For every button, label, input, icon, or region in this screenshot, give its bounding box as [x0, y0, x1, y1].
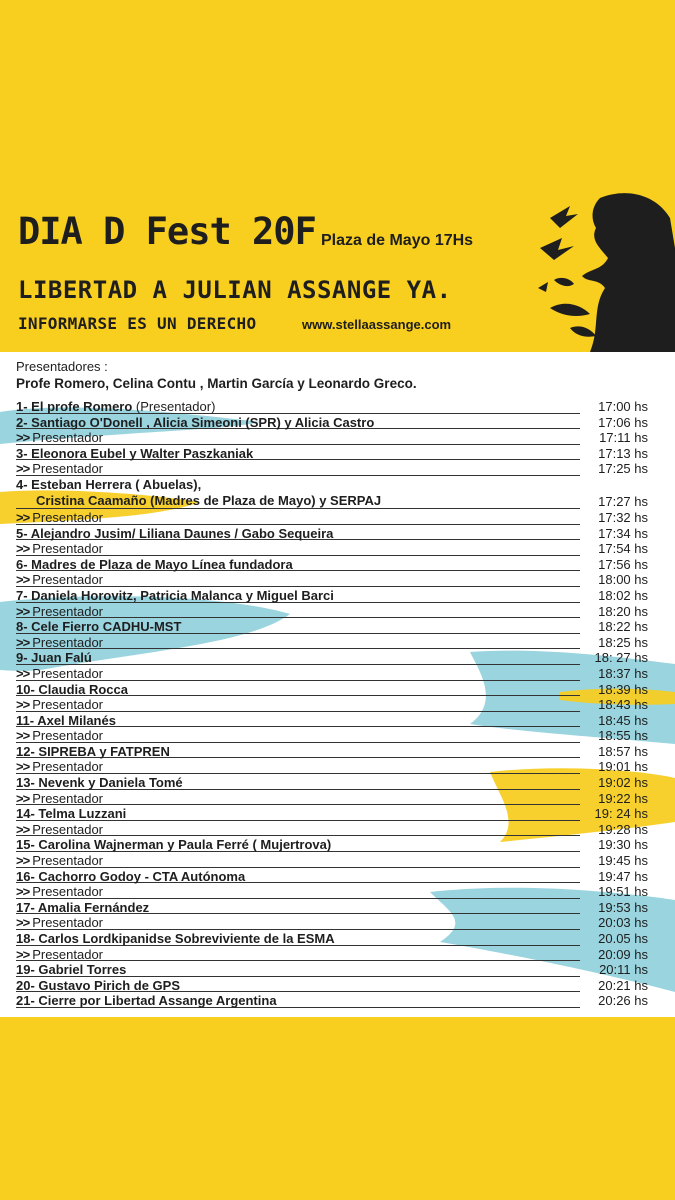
label-text: Presentador	[32, 821, 104, 837]
program-time: 17:25 hs	[598, 461, 648, 477]
arrows-icon: >>	[16, 572, 30, 588]
arrows-icon: >>	[16, 759, 30, 775]
arrows-icon: >>	[16, 728, 30, 744]
program-time: 17:54 hs	[598, 541, 648, 557]
label-text: 6- Madres de Plaza de Mayo Línea fundadora	[16, 556, 293, 572]
label-text: 10- Claudia Rocca	[16, 681, 128, 697]
dotted-leader	[16, 664, 580, 665]
program-row	[0, 446, 675, 462]
label-text: Presentador	[32, 572, 104, 588]
program-time: 18: 27 hs	[594, 650, 648, 666]
program-label	[16, 446, 259, 462]
program-label	[16, 869, 251, 885]
program-row	[0, 588, 675, 604]
program-label	[16, 557, 299, 573]
hosts-title: Presentadores :	[16, 359, 108, 374]
label-text: 2- Santiago O'Donell , Alicia Simeoni (SPR) y Alicia Castro	[16, 414, 375, 430]
program-row	[0, 557, 675, 573]
label-text: 14- Telma Luzzani	[16, 806, 127, 822]
label-text: 9- Juan Falú	[16, 650, 92, 666]
presenter-row	[0, 572, 675, 588]
program-row	[0, 806, 675, 822]
program-row	[0, 837, 675, 853]
program-label	[16, 915, 109, 931]
program-time: 20:09 hs	[598, 946, 648, 962]
program-label	[16, 806, 132, 822]
arrows-icon: >>	[16, 509, 30, 525]
program-label	[16, 666, 109, 682]
program-time: 18:00 hs	[598, 572, 648, 588]
label-line2: Cristina Caamaño (Madres de Plaza de Mayo) y SERPAJ	[36, 492, 382, 508]
program-time: 19:51 hs	[598, 884, 648, 900]
program-label	[16, 713, 122, 729]
label-text: Presentador	[32, 665, 104, 681]
slogan: LIBERTAD A JULIAN ASSANGE YA.	[18, 276, 452, 304]
program-label	[16, 510, 109, 526]
label-text: Presentador	[32, 853, 104, 869]
hosts-names: Profe Romero, Celina Contu , Martin García y Leonardo Greco.	[16, 376, 417, 391]
arrows-icon: >>	[16, 821, 30, 837]
program-time: 18:22 hs	[598, 619, 648, 635]
program-row	[0, 869, 675, 885]
arrows-icon: >>	[16, 853, 30, 869]
label-text: Presentador	[32, 884, 104, 900]
presenter-row	[0, 915, 675, 931]
label-note: (Presentador)	[135, 399, 216, 414]
label-text: 11- Axel Milanés	[16, 712, 116, 728]
presenter-row	[0, 791, 675, 807]
arrows-icon: >>	[16, 915, 30, 931]
program-panel	[0, 352, 675, 1017]
program-row	[0, 399, 675, 415]
program-row	[0, 993, 675, 1009]
program-row	[0, 744, 675, 760]
subslogan: INFORMARSE ES UN DERECHO	[18, 314, 257, 333]
arrows-icon: >>	[16, 541, 30, 557]
program-label	[16, 461, 109, 477]
program-label	[16, 650, 98, 666]
program-time: 19:47 hs	[598, 868, 648, 884]
assange-portrait-icon	[530, 188, 675, 352]
program-label	[16, 526, 339, 542]
program-row	[0, 775, 675, 791]
presenter-row	[0, 853, 675, 869]
label-text: 16- Cachorro Godoy - CTA Autónoma	[16, 868, 246, 884]
program-label	[16, 430, 109, 446]
program-label	[16, 682, 134, 698]
program-label	[16, 728, 109, 744]
program-label	[16, 635, 109, 651]
label-text: 21- Cierre por Libertad Assange Argentina	[16, 993, 277, 1009]
program-time: 18:45 hs	[598, 712, 648, 728]
label-text: 15- Carolina Wajnerman y Paula Ferré ( Mujertrova)	[16, 837, 332, 853]
program-label	[16, 775, 189, 791]
label-text: Presentador	[32, 946, 104, 962]
arrows-icon: >>	[16, 634, 30, 650]
program-time: 18:39 hs	[598, 681, 648, 697]
program-time: 19:30 hs	[598, 837, 648, 853]
label-text: 5- Alejandro Jusim/ Liliana Daunes / Gabo Sequeira	[16, 525, 334, 541]
program-time: 18:20 hs	[598, 603, 648, 619]
arrows-icon: >>	[16, 697, 30, 713]
program-time: 19:53 hs	[598, 899, 648, 915]
presenter-row	[0, 884, 675, 900]
program-label	[16, 853, 109, 869]
arrows-icon: >>	[16, 946, 30, 962]
label-text: Presentador	[32, 509, 104, 525]
program-label	[16, 477, 387, 508]
program-label	[16, 604, 109, 620]
label-text: 12- SIPREBA y FATPREN	[16, 743, 170, 759]
program-row	[0, 962, 675, 978]
label-text: 7- Daniela Horovitz, Patricia Malanca y Miguel Barci	[16, 587, 334, 603]
program-label	[16, 947, 109, 963]
program-row	[0, 900, 675, 916]
arrows-icon: >>	[16, 430, 30, 446]
label-text: Presentador	[32, 541, 104, 557]
program-label	[16, 822, 109, 838]
presenter-row	[0, 461, 675, 477]
program-list	[0, 399, 675, 1009]
label-text: 1- El profe Romero	[16, 399, 136, 414]
program-time: 17:00 hs	[598, 399, 648, 414]
program-label	[16, 572, 109, 588]
presenter-row	[0, 541, 675, 557]
program-time: 19:45 hs	[598, 853, 648, 869]
hosts-block	[16, 358, 417, 392]
presenter-row	[0, 728, 675, 744]
program-time: 20.05 hs	[598, 931, 648, 946]
program-time: 17:13 hs	[598, 445, 648, 461]
program-time: 17:06 hs	[598, 414, 648, 430]
program-time: 19:02 hs	[598, 775, 648, 791]
label-text: Presentador	[32, 728, 104, 744]
website-link[interactable]: www.stellaassange.com	[302, 317, 452, 332]
label-text: Presentador	[32, 790, 104, 806]
presenter-row	[0, 430, 675, 446]
program-label	[16, 978, 186, 994]
arrows-icon: >>	[16, 461, 30, 477]
program-time: 19:28 hs	[598, 821, 648, 837]
arrows-icon: >>	[16, 603, 30, 619]
program-time: 18:25 hs	[598, 634, 648, 650]
program-time: 17:34 hs	[598, 525, 648, 541]
label-text: Presentador	[32, 430, 104, 446]
label-text: 3- Eleonora Eubel y Walter Paszkaniak	[16, 445, 254, 461]
presenter-row	[0, 635, 675, 651]
program-time: 19:22 hs	[598, 790, 648, 806]
program-label	[16, 415, 380, 431]
program-label	[16, 900, 155, 916]
label-text: 13- Nevenk y Daniela Tomé	[16, 775, 183, 791]
presenter-row	[0, 666, 675, 682]
program-label	[16, 931, 341, 947]
program-label	[16, 837, 337, 853]
program-time: 18:43 hs	[598, 697, 648, 713]
program-time: 20:03 hs	[598, 915, 648, 931]
program-time: 18:55 hs	[598, 728, 648, 744]
program-label	[16, 744, 176, 760]
program-time: 19:01 hs	[598, 759, 648, 775]
program-time: 18:57 hs	[598, 743, 648, 759]
program-time: 17:32 hs	[598, 509, 648, 525]
program-row	[0, 650, 675, 666]
program-row	[0, 682, 675, 698]
label-text: 20- Gustavo Pirich de GPS	[16, 977, 180, 993]
program-row	[0, 978, 675, 994]
program-label	[16, 791, 109, 807]
label-text: Presentador	[32, 697, 104, 713]
label-text: Presentador	[32, 603, 104, 619]
label-text: Presentador	[32, 915, 104, 931]
program-label	[16, 541, 109, 557]
program-time: 17:27 hs	[598, 494, 648, 510]
label-text: Presentador	[32, 634, 104, 650]
event-venue: Plaza de Mayo 17Hs	[321, 232, 474, 249]
arrows-icon: >>	[16, 884, 30, 900]
presenter-row	[0, 759, 675, 775]
program-row	[0, 713, 675, 729]
label-text: Presentador	[32, 759, 104, 775]
presenter-row	[0, 604, 675, 620]
program-label	[16, 697, 109, 713]
program-label	[16, 588, 340, 604]
event-headline: DIA D Fest 20F	[18, 210, 316, 253]
poster-header	[0, 0, 675, 352]
arrows-icon: >>	[16, 665, 30, 681]
label-text: Presentador	[32, 461, 104, 477]
program-label	[16, 399, 221, 415]
program-label	[16, 962, 132, 978]
presenter-row	[0, 822, 675, 838]
presenter-row	[0, 510, 675, 526]
program-row	[0, 931, 675, 947]
program-row	[0, 526, 675, 542]
arrows-icon: >>	[16, 790, 30, 806]
program-time: 17:56 hs	[598, 556, 648, 572]
program-label	[16, 619, 187, 635]
program-row	[0, 415, 675, 431]
label-text: 17- Amalia Fernández	[16, 899, 150, 915]
label-text: 18- Carlos Lordkipanidse Sobreviviente de la ESMA	[16, 931, 335, 946]
label-text: 19- Gabriel Torres	[16, 962, 127, 978]
program-label	[16, 884, 109, 900]
program-time: 19: 24 hs	[594, 806, 648, 822]
program-label	[16, 993, 283, 1009]
presenter-row	[0, 697, 675, 713]
program-time: 18:37 hs	[598, 665, 648, 681]
program-time: 20:11 hs	[599, 962, 648, 978]
label-text: 8- Cele Fierro CADHU-MST	[16, 619, 182, 635]
program-row	[0, 619, 675, 635]
program-time: 20:26 hs	[598, 993, 648, 1009]
program-label	[16, 759, 109, 775]
program-time: 20:21 hs	[598, 977, 648, 993]
label-text: 4- Esteban Herrera ( Abuelas),	[16, 476, 202, 492]
program-time: 18:02 hs	[598, 587, 648, 603]
presenter-row	[0, 947, 675, 963]
program-time: 17:11 hs	[599, 430, 648, 446]
program-row	[0, 477, 675, 510]
